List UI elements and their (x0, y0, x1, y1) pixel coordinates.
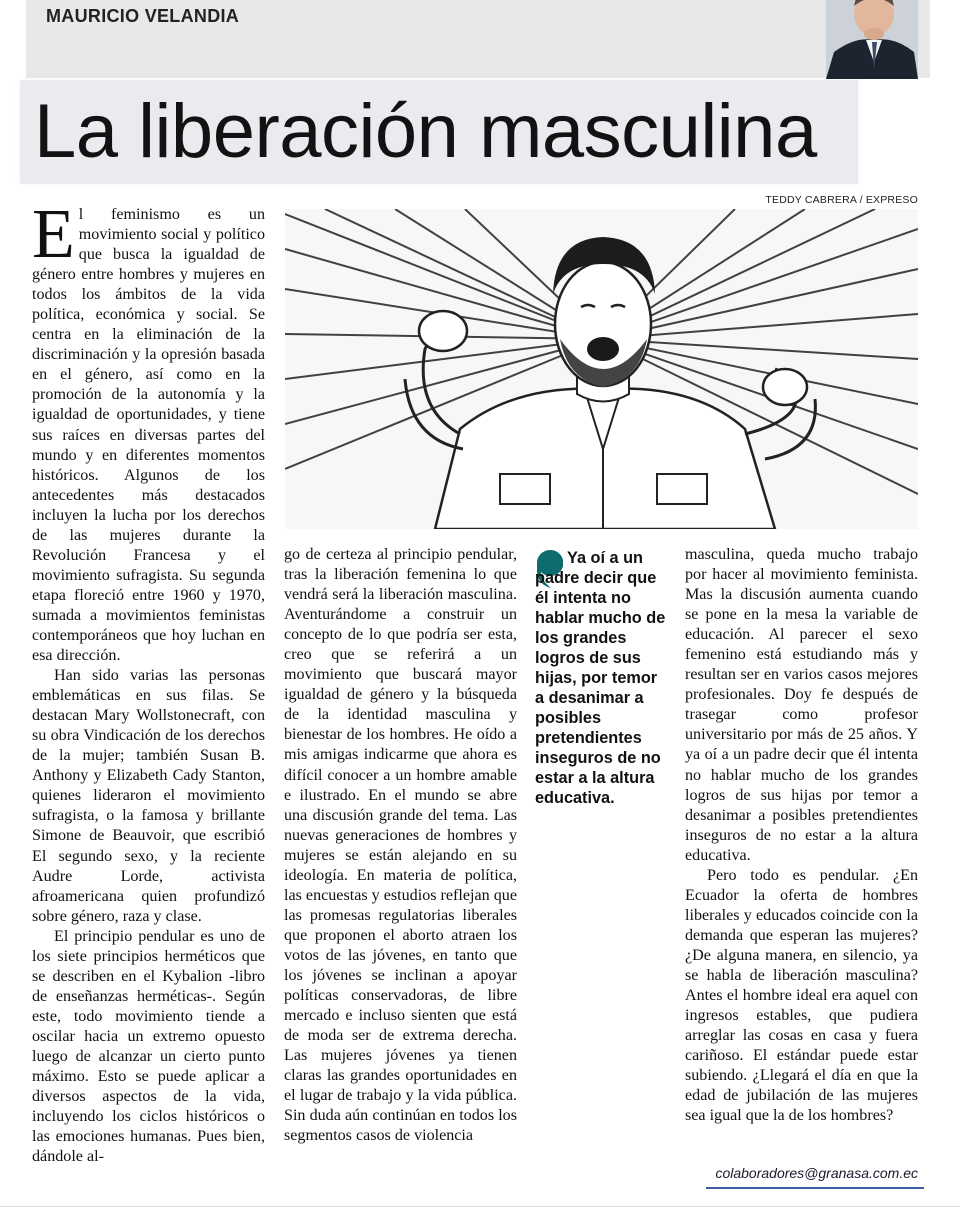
article-paragraph: Pero todo es pendular. ¿En Ecuador la oferta de hombres liberales y educados coincide con la demanda que esperan las mujeres? ¿De alguna manera, en silencio, ya se habla de liberación masculina? Antes el hombre ideal era aquel con ingresos estables, que pudiera arreglar las cosas en casa y fuera cariñoso. El estándar puede estar subiendo. ¿Llegará el día en que la edad de jubilación de las mujeres sea igual que la de los hombres? (685, 866, 918, 1125)
article-column-1 (32, 196, 265, 1167)
article-paragraph-text: l feminismo es un movimiento social y político que busca la igualdad de género entre hombres y mujeres en todos los ámbitos de la vida política, económica y social. Se centra en la eliminación de la discriminación y la opresión basada en el género, así como en la promoción de la autonomía y la igualdad de oportunidades, y tiene sus raíces en diversas partes del mundo y en diferentes momentos históricos. Algunos de los antecedentes más destacados incluyen la lucha por los derechos de las mujeres durante la Revolución Francesa y el movimiento sufragista. Su segunda etapa floreció entre 1960 y 1970, sumada a movimientos feministas contemporáneos que hoy luchan en esa dirección. (32, 206, 265, 665)
pull-quote-text: Ya oí a un padre decir que él intenta no hablar mucho de los grandes logros de sus hijas, por temor a desanimar a posibles pretendientes inseguros de no estar a la altura educativa. (535, 549, 666, 807)
illustration-cheering-man (285, 209, 918, 529)
page-bottom-rule (0, 1206, 960, 1216)
page-title: La liberación masculina (34, 89, 817, 174)
contact-email-box (706, 1165, 924, 1189)
article-paragraph (32, 196, 265, 666)
dropcap-letter: E (32, 196, 75, 273)
article-paragraph: go de certeza al principio pendular, tras la liberación femenina lo que vendrá será la liberación masculina. Aventurándome a construir un concepto de lo que podría ser esta, creo que se referirá a un movimiento que buscará mayor igualdad de género y la búsqueda de la identidad masculina y bienestar de los hombres. He oído a mis amigas indicarme que ahora es difícil conocer a un hombre amable e ilustrado. En el mundo se abre una discusión grande del tema. Las nuevas generaciones de hombres y mujeres se están alejando en su ideología. En materia de política, las encuestas y estudios reflejan que las promesas regulatorias liberales que proponen el aborto atraen los votos de las jóvenes, en tanto que los jóvenes se inclinan a apoyar políticas conservadoras, de libre mercado e incluso sienten que está de moda ser de extrema derecha. Las mujeres jóvenes ya tienen claras las grandes oportunidades en el lugar de trabajo y la vida pública. Sin duda aún continúan en todos los segmentos casos de violencia (284, 546, 517, 1145)
author-name: MAURICIO VELANDIA (46, 6, 240, 26)
contact-email-link[interactable]: colaboradores@granasa.com.ec (715, 1165, 918, 1181)
pull-quote (535, 548, 667, 808)
article-paragraph: masculina, queda mucho trabajo por hacer al movimiento feminista. Mas la discusión aumenta cuando se pone en la mesa la variable de educación. Al parecer el sexo femenino está estudiando más y resultan ser en varios casos mejores profesionales. Doy fe después de trasegar como profesor universitario por más de 25 años. Y ya oí a un padre decir que él intenta no hablar mucho de los grandes logros de sus hijas por temor a desanimar a posibles pretendientes inseguros de no estar a la altura educativa. (685, 546, 918, 864)
article-paragraph: Han sido varias las personas emblemáticas en sus filas. Se destacan Mary Wollstonecraft, con su obra Vindicación de los derechos de la mujer; también Susan B. Anthony y Elizabeth Cady Stanton, quienes lideraron el movimiento sufragista, o la famosa y brillante Simone de Beauvoir, que escribió El segundo sexo, y la reciente Audre Lorde, activista afroamericana quien profundizó sobre género, raza y clase. (32, 667, 265, 925)
article-column-2 (284, 545, 517, 1146)
article-column-4 (685, 545, 918, 1126)
author-photo (826, 0, 918, 79)
photo-credit: TEDDY CABRERA / EXPRESO (765, 194, 918, 206)
article-paragraph: El principio pendular es uno de los siete principios herméticos que se describen en el Kybalion -libro de enseñanzas herméticas-. Según este, todo movimiento tiende a oscilar hacia un extremo opuesto luego de alcanzar un cierto punto máximo. Esto se puede aplicar a diversos aspectos de la vida, incluyendo los ciclos históricos o las emociones humanas. Pues bien, dándole al- (32, 927, 265, 1166)
